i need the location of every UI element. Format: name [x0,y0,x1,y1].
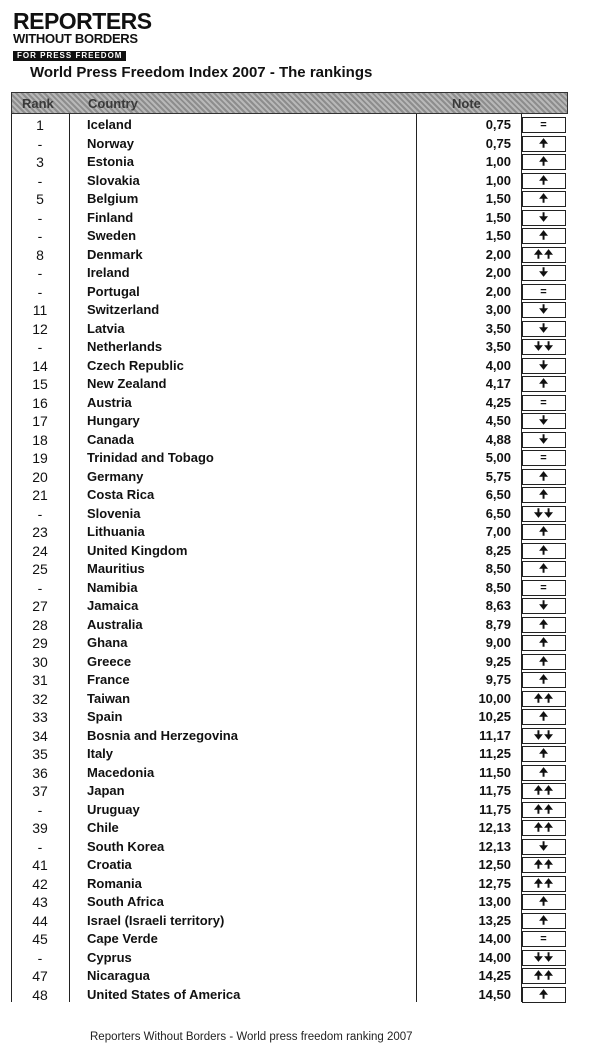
note-cell: 14,50 [478,986,511,1002]
rank-cell: 44 [32,912,48,929]
note-cell: 2,00 [485,283,511,299]
rank-cell: 11 [32,302,48,318]
country-cell: Cyprus [87,949,132,965]
note-cell: 4,25 [485,394,511,410]
country-cell: Czech Republic [87,357,184,373]
note-cell: 14,25 [478,968,511,983]
rank-cell: - [37,172,43,189]
table-row [11,542,568,561]
trend-equal-icon: = [522,395,566,411]
country-cell: Finland [87,209,134,225]
rank-cell: 39 [32,820,48,836]
rank-cell: - [37,265,43,281]
rank-cell: 19 [32,450,48,466]
rank-cell: 23 [32,524,48,540]
rank-cell: 29 [32,635,48,651]
note-cell: 14,00 [478,931,511,946]
table-row [11,394,568,413]
table-row [11,986,568,1005]
table-row [11,264,568,283]
trend-down-icon: 🠋 [522,265,566,281]
country-cell: Austria [87,394,132,410]
note-cell: 3,50 [485,320,511,336]
trend-equal-icon: = [522,284,566,300]
rank-cell: 30 [32,653,48,670]
note-cell: 6,50 [485,505,511,521]
trend-down-icon: 🠋 [522,302,566,318]
table-header [11,92,568,114]
country-cell: South Korea [87,838,165,854]
trend-up-icon: 🠉 [522,913,566,929]
logo-line-3: FOR PRESS FREEDOM [13,51,126,61]
rank-cell: 15 [32,376,48,392]
trend-down2-icon: 🠋🠋 [522,950,566,966]
country-cell: Costa Rica [87,487,155,502]
rank-cell: - [37,801,43,818]
table-row [11,764,568,783]
trend-down-icon: 🠋 [522,358,566,374]
rank-cell: 27 [32,598,48,614]
note-cell: 8,50 [485,579,511,595]
note-cell: 8,50 [485,561,511,576]
rank-cell: 18 [32,431,48,448]
trend-down-icon: 🠋 [522,210,566,226]
note-cell: 7,00 [485,524,511,539]
rank-cell: - [37,135,43,152]
rank-cell: 25 [32,561,48,577]
table-row [11,782,568,801]
country-cell: Jamaica [87,598,139,613]
country-cell: Macedonia [87,764,155,780]
trend-up-icon: 🠉 [522,765,566,781]
table-row [11,930,568,949]
trend-up-icon: 🠉 [522,561,566,577]
rank-cell: - [37,339,43,355]
rank-cell: - [37,283,43,300]
rank-cell: 47 [32,968,48,984]
trend-up-icon: 🠉 [522,654,566,670]
note-cell: 1,50 [485,191,511,206]
country-cell: Ghana [87,635,128,650]
table-row [11,468,568,487]
trend-up-icon: 🠉 [522,191,566,207]
trend-down-icon: 🠋 [522,839,566,855]
table-row [11,431,568,450]
table-row [11,375,568,394]
table-row [11,449,568,468]
table-row [11,727,568,746]
trend-equal-icon: = [522,117,566,133]
rank-cell: - [37,579,43,596]
country-cell: Israel (Israeli territory) [87,912,225,928]
note-cell: 4,50 [485,413,511,428]
country-cell: Denmark [87,246,143,262]
table-row [11,875,568,894]
header-rank: Rank [22,96,54,111]
country-cell: Romania [87,875,142,891]
trend-down2-icon: 🠋🠋 [522,339,566,355]
table-row [11,338,568,357]
note-cell: 1,00 [485,172,511,188]
rank-cell: 5 [36,191,44,207]
note-cell: 0,75 [485,135,511,151]
trend-up-icon: 🠉 [522,617,566,633]
trend-down-icon: 🠋 [522,598,566,614]
country-cell: Portugal [87,283,140,299]
note-cell: 8,25 [485,542,511,558]
rank-cell: 32 [32,690,48,707]
note-cell: 9,25 [485,653,511,669]
trend-up-icon: 🠉 [522,543,566,559]
note-cell: 12,50 [478,857,511,872]
rank-cell: 3 [36,154,44,170]
rank-cell: 36 [32,764,48,781]
logo-line-1: REPORTERS [13,8,152,34]
rank-cell: 14 [32,357,48,374]
rank-cell: - [37,209,43,226]
note-cell: 2,00 [485,265,511,280]
note-cell: 5,75 [485,468,511,484]
table-row [11,560,568,579]
note-cell: 11,17 [479,727,511,743]
table-row [11,690,568,709]
trend-up-icon: 🠉 [522,487,566,503]
trend-up-icon: 🠉 [522,635,566,651]
trend-down-icon: 🠋 [522,413,566,429]
rank-cell: 16 [32,394,48,411]
note-cell: 1,50 [485,228,511,243]
table-row [11,190,568,209]
table-row [11,801,568,820]
table-row [11,116,568,135]
rank-cell: - [37,949,43,966]
country-cell: Norway [87,135,134,151]
note-cell: 3,00 [485,302,511,317]
trend-equal-icon: = [522,931,566,947]
country-cell: Chile [87,820,119,835]
country-cell: Belgium [87,191,139,206]
table-row [11,893,568,912]
trend-up-icon: 🠉 [522,376,566,392]
country-cell: Switzerland [87,302,160,317]
table-row [11,357,568,376]
table-row [11,135,568,154]
country-cell: Taiwan [87,690,131,706]
rank-cell: 1 [36,117,44,133]
table-row [11,412,568,431]
note-cell: 8,79 [485,616,511,632]
country-cell: Latvia [87,320,125,336]
rank-cell: 17 [32,413,48,429]
trend-down2-icon: 🠋🠋 [522,728,566,744]
trend-up-icon: 🠉 [522,746,566,762]
rank-cell: - [37,228,43,244]
trend-up-icon: 🠉 [522,524,566,540]
country-cell: Namibia [87,579,138,595]
header-country: Country [88,96,138,111]
note-cell: 13,00 [478,894,511,909]
rank-cell: 33 [32,709,48,725]
trend-up2-icon: 🠉🠉 [522,783,566,799]
country-cell: Uruguay [87,801,140,817]
trend-up-icon: 🠉 [522,228,566,244]
note-cell: 4,00 [485,357,511,373]
country-cell: Italy [87,746,114,761]
note-cell: 9,00 [485,635,511,650]
trend-up2-icon: 🠉🠉 [522,857,566,873]
trend-up2-icon: 🠉🠉 [522,968,566,984]
country-cell: Slovakia [87,172,140,188]
logo-line-2: WITHOUT BORDERS [13,31,138,46]
country-cell: Estonia [87,154,134,169]
rank-cell: - [37,505,43,522]
note-cell: 10,00 [478,690,511,706]
trend-down2-icon: 🠋🠋 [522,506,566,522]
note-cell: 11,75 [479,783,511,798]
country-cell: Trinidad and Tobago [87,450,214,465]
country-cell: Nicaragua [87,968,150,983]
country-cell: New Zealand [87,376,167,391]
rank-cell: 37 [32,783,48,799]
table-row [11,912,568,931]
table-row [11,209,568,228]
rank-cell: 34 [32,727,48,744]
trend-equal-icon: = [522,450,566,466]
rank-cell: 20 [32,468,48,485]
table-row [11,597,568,616]
trend-up-icon: 🠉 [522,469,566,485]
note-cell: 11,75 [479,801,511,817]
country-cell: Slovenia [87,505,141,521]
note-cell: 1,50 [485,209,511,225]
note-cell: 8,63 [485,598,511,613]
table-row [11,671,568,690]
table-row [11,227,568,246]
table-row [11,838,568,857]
country-cell: Spain [87,709,123,724]
table-row [11,320,568,339]
footer-caption: Reporters Without Borders - World press freedom ranking 2007 [90,1031,413,1043]
rsf-logo [13,10,163,63]
rank-cell: 42 [32,875,48,892]
note-cell: 9,75 [485,672,511,687]
note-cell: 5,00 [485,450,511,465]
trend-up2-icon: 🠉🠉 [522,876,566,892]
country-cell: Iceland [87,117,132,132]
trend-up-icon: 🠉 [522,672,566,688]
note-cell: 12,75 [478,875,511,891]
note-cell: 13,25 [478,912,511,928]
trend-up-icon: 🠉 [522,709,566,725]
country-cell: Canada [87,431,134,447]
country-cell: Cape Verde [87,931,158,946]
note-cell: 11,50 [479,764,511,780]
table-row [11,856,568,875]
rank-cell: 31 [32,672,48,688]
table-row [11,523,568,542]
table-row [11,505,568,524]
country-cell: Netherlands [87,339,163,354]
note-cell: 12,13 [478,838,511,854]
note-cell: 10,25 [478,709,511,724]
rank-cell: 28 [32,616,48,633]
table-row [11,653,568,672]
country-cell: Japan [87,783,125,798]
table-row [11,616,568,635]
table-row [11,486,568,505]
country-cell: France [87,672,130,687]
country-cell: Sweden [87,228,137,243]
country-cell: South Africa [87,894,164,909]
note-cell: 6,50 [485,487,511,502]
country-cell: Bosnia and Herzegovina [87,727,238,743]
country-cell: United States of America [87,986,241,1002]
trend-up-icon: 🠉 [522,987,566,1003]
country-cell: Lithuania [87,524,145,539]
table-row [11,708,568,727]
note-cell: 14,00 [478,949,511,965]
trend-up-icon: 🠉 [522,136,566,152]
table-row [11,634,568,653]
rank-cell: 35 [32,746,48,762]
country-cell: Hungary [87,413,140,428]
header-note: Note [452,96,481,111]
table-row [11,246,568,265]
rank-cell: 48 [32,986,48,1003]
table-row [11,153,568,172]
trend-up-icon: 🠉 [522,894,566,910]
rank-cell: 12 [32,320,48,337]
rank-cell: 45 [32,931,48,947]
country-cell: Croatia [87,857,132,872]
country-cell: Australia [87,616,143,632]
trend-up2-icon: 🠉🠉 [522,802,566,818]
table-row [11,579,568,598]
trend-up-icon: 🠉 [522,173,566,189]
trend-up-icon: 🠉 [522,154,566,170]
trend-up2-icon: 🠉🠉 [522,247,566,263]
country-cell: Mauritius [87,561,145,576]
note-cell: 12,13 [478,820,511,835]
note-cell: 1,00 [485,154,511,169]
table-row [11,819,568,838]
rank-cell: - [37,838,43,855]
trend-up2-icon: 🠉🠉 [522,820,566,836]
rank-cell: 43 [32,894,48,910]
table-row [11,745,568,764]
table-row [11,172,568,191]
table-row [11,301,568,320]
trend-down-icon: 🠋 [522,432,566,448]
table-row [11,967,568,986]
note-cell: 11,25 [479,746,511,761]
note-cell: 3,50 [485,339,511,354]
rank-cell: 21 [32,487,48,503]
rank-cell: 41 [32,857,48,873]
trend-down-icon: 🠋 [522,321,566,337]
table-body [11,116,568,1004]
trend-equal-icon: = [522,580,566,596]
table-row [11,283,568,302]
table-row [11,949,568,968]
country-cell: United Kingdom [87,542,188,558]
rank-cell: 8 [36,246,44,263]
note-cell: 4,17 [485,376,511,391]
country-cell: Germany [87,468,144,484]
rankings-table [11,92,568,1002]
note-cell: 0,75 [485,117,511,132]
country-cell: Greece [87,653,132,669]
rank-cell: 24 [32,542,48,559]
page-title: World Press Freedom Index 2007 - The rankings [30,64,373,81]
note-cell: 2,00 [485,246,511,262]
country-cell: Ireland [87,265,130,280]
trend-up2-icon: 🠉🠉 [522,691,566,707]
note-cell: 4,88 [485,431,511,447]
